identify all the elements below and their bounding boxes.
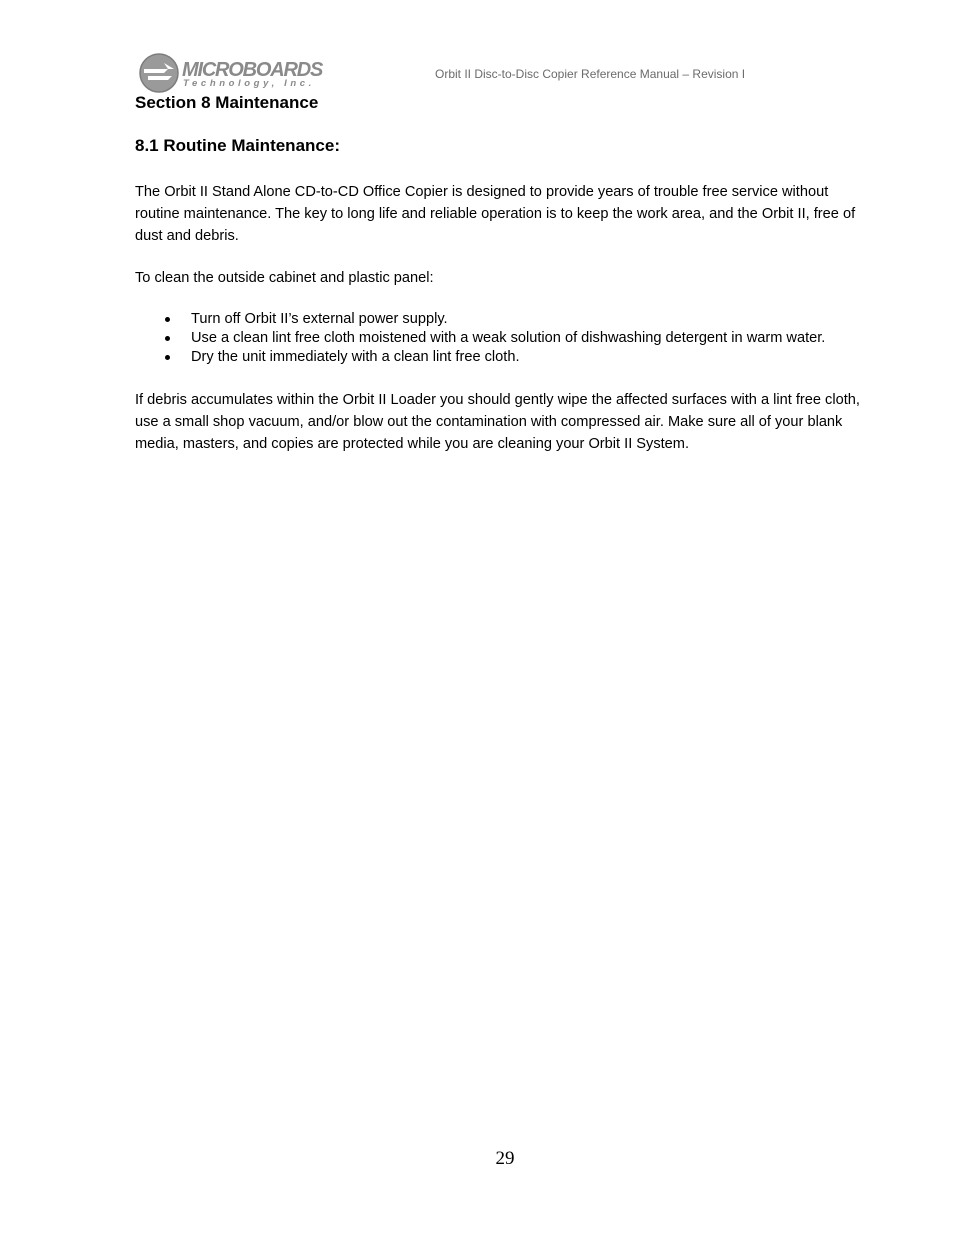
disc-logo-icon: [138, 52, 180, 94]
intro-paragraph: The Orbit II Stand Alone CD-to-CD Office Copier is designed to provide years of trouble free service without routine maintenance. The key to long life and reliable operation is to keep the work area, and the Orbit II, free of dust and debris.: [135, 184, 856, 244]
bullet-icon: [165, 355, 170, 360]
list-item: [135, 348, 880, 367]
step-text: Dry the unit immediately with a clean lint free cloth.: [191, 349, 520, 365]
logo-tagline: Technology, Inc.: [183, 78, 315, 89]
section-title: Section 8 Maintenance: [135, 93, 319, 112]
running-header: Orbit II Disc-to-Disc Copier Reference Manual – Revision I: [435, 67, 746, 81]
list-item: [135, 329, 880, 348]
page-number: 29: [495, 1148, 515, 1169]
cleaning-intro-paragraph: To clean the outside cabinet and plastic panel:: [135, 270, 434, 286]
step-text: Turn off Orbit II’s external power supply.: [191, 311, 448, 327]
bullet-icon: [165, 317, 170, 322]
microboards-logo: [138, 52, 323, 94]
step-text: Use a clean lint free cloth moistened with a weak solution of dishwashing detergent in warm water.: [191, 330, 826, 346]
list-item: [135, 310, 880, 329]
logo-wordmark: MICROBOARDS: [182, 59, 323, 81]
subsection-title: 8.1 Routine Maintenance:: [135, 136, 340, 155]
cleaning-steps-list: [135, 310, 880, 367]
bullet-icon: [165, 336, 170, 341]
debris-paragraph: If debris accumulates within the Orbit II Loader you should gently wipe the affected surfaces with a lint free cloth, use a small shop vacuum, and/or blow out the contamination with compressed air. Make sure all of your blank media, masters, and copies are protected while you are cleaning your Orbit II System.: [135, 392, 860, 452]
